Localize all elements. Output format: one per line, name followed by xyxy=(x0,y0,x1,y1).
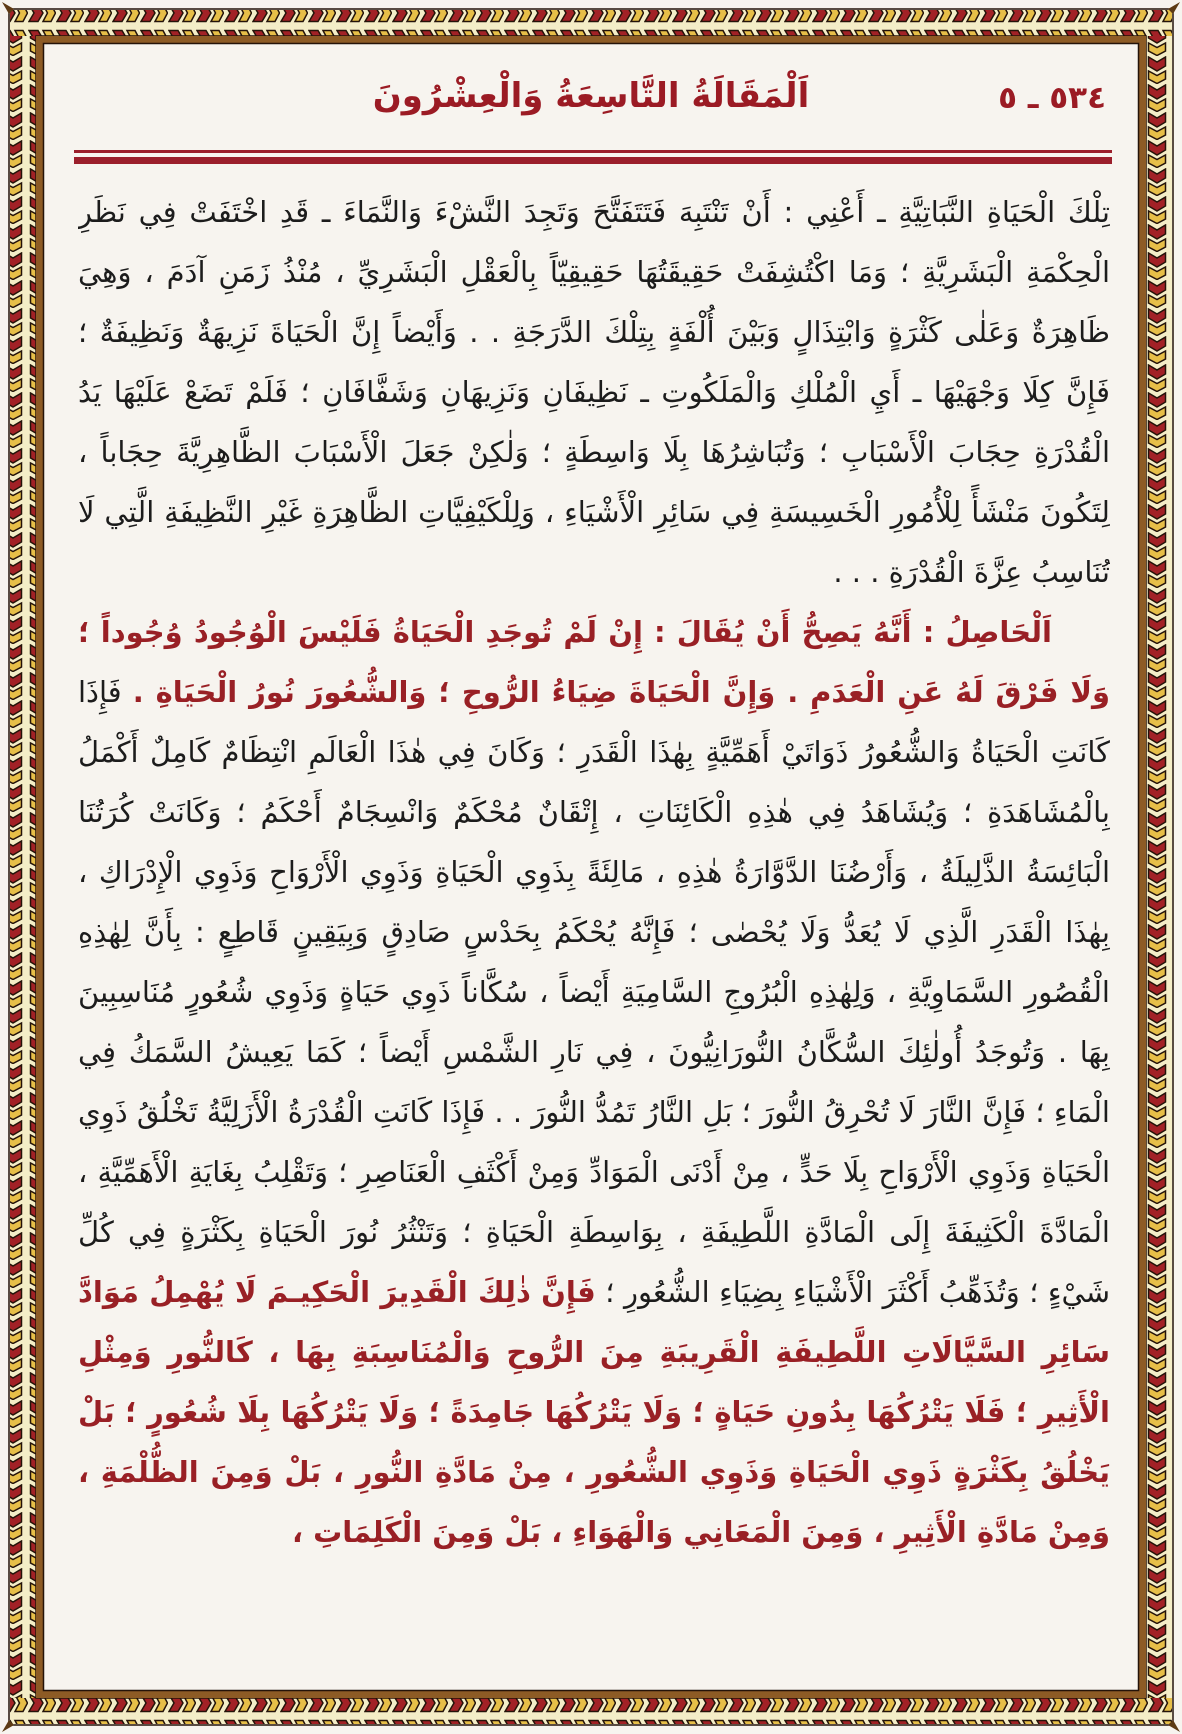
paragraph-2-red-text: اَلْحَاصِلُ : أَنَّهُ يَصِحُّ أَنْ يُقَالَ : إِنْ لَمْ تُوجَدِ الْحَيَاةُ فَلَيْسَ الْوُجُودُ وُجُوداً ؛ وَلَا فَرْقَ لَهُ عَنِ الْعَدَمِ . وَإِنَّ الْحَيَاةَ ضِيَاءُ الرُّوحِ ؛ وَالشُّعُورَ نُورُ الْحَيَاةِ . xyxy=(78,615,1110,709)
paragraph-2 xyxy=(78,602,1110,1562)
page-number: ٥٣٤ ـ ٥ xyxy=(998,80,1106,116)
paragraph-2-red-text-2: فَإِنَّ ذٰلِكَ الْقَدِيرَ الْحَكِيـمَ لَا يُهْمِلُ مَوَادَّ سَائِرِ السَّيَّالَاتِ اللَّطِيفَةِ الْقَرِيبَةِ مِنَ الرُّوحِ وَالْمُنَاسِبَةِ بِهَا ، كَالنُّورِ وَمِثْلِ الْأَثِيرِ ؛ فَلَا يَتْرُكُهَا بِدُونِ حَيَاةٍ ؛ وَلَا يَتْرُكُهَا جَامِدَةً ؛ وَلَا يَتْرُكُهَا بِلَا شُعُورٍ ؛ بَلْ يَخْلُقُ بِكَثْرَةٍ ذَوِي الْحَيَاةِ وَذَوِي الشُّعُورِ ، مِنْ مَادَّةِ النُّورِ ، بَلْ وَمِنَ الظُّلْمَةِ ، وَمِنْ مَادَّةِ الْأَثِيرِ ، وَمِنَ الْمَعَانِي وَالْهَوَاءِ ، بَلْ وَمِنَ الْكَلِمَاتِ ، xyxy=(78,1275,1110,1549)
page-content xyxy=(44,44,1138,1688)
body-text xyxy=(78,182,1110,1562)
page-title: اَلْمَقَالَةُ التَّاسِعَةُ وَالْعِشْرُونَ xyxy=(372,76,810,116)
header-divider-rule xyxy=(74,150,1112,164)
paragraph-2-black-text: فَإِذَا كَانَتِ الْحَيَاةُ وَالشُّعُورُ ذَوَاتَيْ أَهَمِّيَّةٍ بِهٰذَا الْقَدَرِ ؛ وَكَانَ فِي هٰذَا الْعَالَمِ انْتِظَامٌ كَامِلٌ أَكْمَلُ بِالْمُشَاهَدَةِ ؛ وَيُشَاهَدُ فِي هٰذِهِ الْكَائِنَاتِ ، إِتْقَانٌ مُحْكَمٌ وَانْسِجَامٌ أَحْكَمُ ؛ وَكَانَتْ كُرَتُنَا الْبَائِسَةُ الذَّلِيلَةُ ، وَأَرْضُنَا الدَّوَّارَةُ هٰذِهِ ، مَالِئَةً بِذَوِي الْحَيَاةِ وَذَوِي الْأَرْوَاحِ وَذَوِي الْإِدْرَاكِ ، بِهٰذَا الْقَدَرِ الَّذِي لَا يُعَدُّ وَلَا يُحْصٰى ؛ فَإِنَّهُ يُحْكَمُ بِحَدْسٍ صَادِقٍ وَبِيَقِينٍ قَاطِعٍ : بِأَنَّ لِهٰذِهِ الْقُصُورِ السَّمَاوِيَّةِ ، وَلِهٰذِهِ الْبُرُوجِ السَّامِيَةِ أَيْضاً ، سُكَّاناً ذَوِي حَيَاةٍ وَذَوِي شُعُورٍ مُنَاسِبِينَ بِهَا . وَتُوجَدُ أُولٰئِكَ السُّكَّانُ النُّورَانِيُّونَ ، فِي نَارِ الشَّمْسِ أَيْضاً ؛ كَمَا يَعِيشُ السَّمَكُ فِي الْمَاءِ ؛ فَإِنَّ النَّارَ لَا تُحْرِقُ النُّورَ ؛ بَلِ النَّارُ تَمُدُّ النُّورَ . . فَإِذَا كَانَتِ الْقُدْرَةُ الْأَزَلِيَّةُ تَخْلُقُ ذَوِي الْحَيَاةِ وَذَوِي الْأَرْوَاحِ بِلَا حَدٍّ ، مِنْ أَدْنَى الْمَوَادِّ وَمِنْ أَكْثَفِ الْعَنَاصِرِ ؛ وَتَقْلِبُ بِغَايَةِ الْأَهَمِّيَّةِ ، الْمَادَّةَ الْكَثِيفَةَ إِلَى الْمَادَّةِ اللَّطِيفَةِ ، بِوَاسِطَةِ الْحَيَاةِ ؛ وَتَنْثُرُ نُورَ الْحَيَاةِ بِكَثْرَةٍ فِي كُلِّ شَيْءٍ ؛ وَتُذَهِّبُ أَكْثَرَ الْأَشْيَاءِ بِضِيَاءِ الشُّعُورِ ؛ xyxy=(78,675,1110,1309)
paragraph-1-text: تِلْكَ الْحَيَاةِ النَّبَاتِيَّةِ ـ أَعْنِي : أَنْ تَنْتَبِهَ فَتَتَفَتَّحَ وَتَجِدَ النَّشْءَ وَالنَّمَاءَ ـ قَدِ اخْتَفَتْ فِي نَظَرِ الْحِكْمَةِ الْبَشَرِيَّةِ ؛ وَمَا اكْتُشِفَتْ حَقِيقَتُهَا حَقِيقِيّاً بِالْعَقْلِ الْبَشَرِيِّ ، مُنْذُ زَمَنِ آدَمَ ، وَهِيَ ظَاهِرَةٌ وَعَلٰى كَثْرَةٍ وَابْتِذَالٍ وَبَيْنَ أُلْفَةٍ بِتِلْكَ الدَّرَجَةِ . . وَأَيْضاً إِنَّ الْحَيَاةَ نَزِيهَةٌ وَنَظِيفَةٌ ؛ فَإِنَّ كِلَا وَجْهَيْهَا ـ أَيِ الْمُلْكِ وَالْمَلَكُوتِ ـ نَظِيفَانِ وَنَزِيهَانِ وَشَفَّافَانِ ؛ فَلَمْ تَضَعْ عَلَيْهَا يَدُ الْقُدْرَةِ حِجَابَ الْأَسْبَابِ ؛ وَتُبَاشِرُهَا بِلَا وَاسِطَةٍ ؛ وَلٰكِنْ جَعَلَ الْأَسْبَابَ الظَّاهِرِيَّةَ حِجَاباً ، لِتَكُونَ مَنْشَأً لِلْأُمُورِ الْخَسِيسَةِ فِي سَائِرِ الْأَشْيَاءِ ، وَلِلْكَيْفِيَّاتِ الظَّاهِرَةِ غَيْرِ النَّظِيفَةِ الَّتِي لَا تُنَاسِبُ عِزَّةَ الْقُدْرَةِ . . . xyxy=(78,195,1110,589)
page-header xyxy=(44,76,1138,138)
paragraph-1 xyxy=(78,182,1110,602)
